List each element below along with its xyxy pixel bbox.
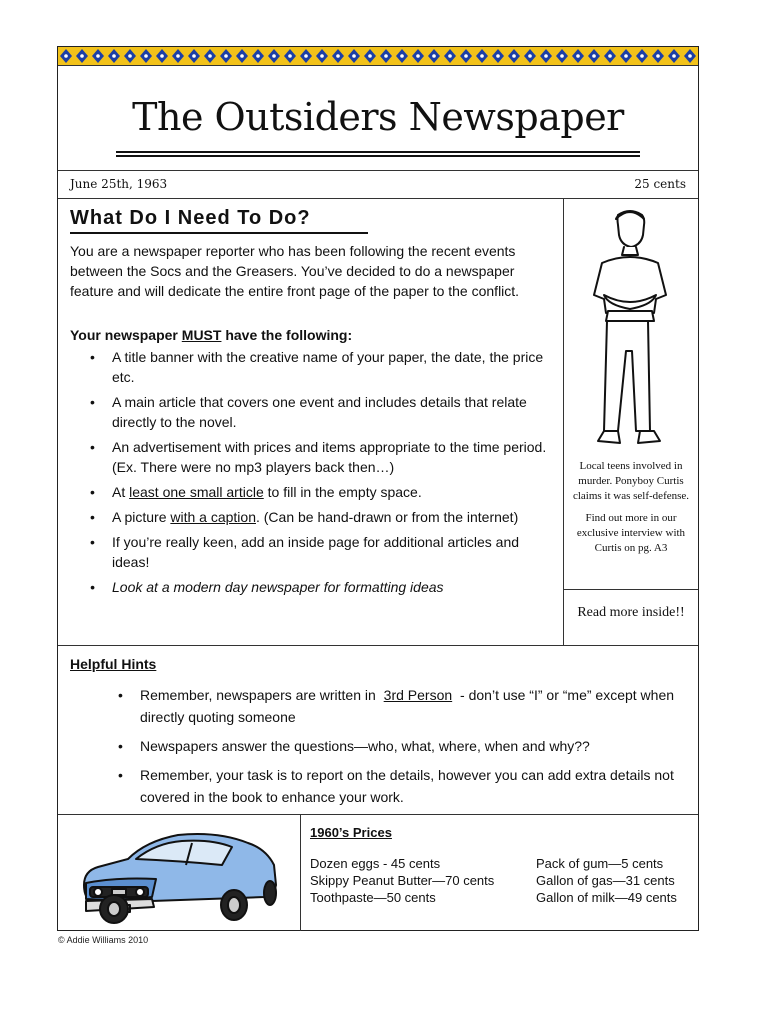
banner-dot xyxy=(576,54,580,58)
prices-list-right xyxy=(536,855,677,906)
prices-list-left xyxy=(310,855,494,906)
requirements-list xyxy=(112,347,557,602)
main-section xyxy=(58,199,564,645)
banner-dot xyxy=(96,54,100,58)
must-prefix: Your newspaper xyxy=(70,327,182,343)
banner-dot xyxy=(592,54,596,58)
banner-dot xyxy=(384,54,388,58)
hint-emphasis: 3rd Person xyxy=(383,687,453,703)
banner-dot xyxy=(112,54,116,58)
caption-text: Find out more in our exclusive interview with Curtis on pg. A3 xyxy=(576,512,686,554)
hints-heading: Helpful Hints xyxy=(70,656,157,672)
item-text: A picture xyxy=(112,509,171,525)
price-item: Toothpaste—50 cents xyxy=(310,890,436,905)
list-item xyxy=(112,482,557,502)
banner-dot xyxy=(432,54,436,58)
banner-dot xyxy=(448,54,452,58)
list-item: • Remember, your task is to report on the details, however you can add extra details not covered in the book to enhance your work. xyxy=(140,764,680,808)
teen-figure-icon xyxy=(580,205,680,455)
prices-heading: 1960’s Prices xyxy=(310,825,392,840)
banner-dot xyxy=(640,54,644,58)
price-item: Skippy Peanut Butter—70 cents xyxy=(310,873,495,888)
copyright-notice: © Addie Williams 2010 xyxy=(58,935,149,945)
hint-text: - don’t use “I” or “me” except when directly quoting someone xyxy=(140,687,675,725)
item-emphasis: with a caption xyxy=(170,509,256,525)
banner-dot xyxy=(480,54,484,58)
banner-dot xyxy=(224,54,228,58)
list-item: • Look at a modern day newspaper for formatting ideas xyxy=(112,577,557,597)
banner-dot xyxy=(192,54,196,58)
banner-dot xyxy=(528,54,532,58)
title-underline xyxy=(116,151,640,153)
banner-dot xyxy=(400,54,404,58)
banner-dot xyxy=(608,54,612,58)
item-emphasis: least one small article xyxy=(129,484,264,500)
sidebar-divider xyxy=(564,589,698,590)
read-more-text: Read more inside!! xyxy=(577,605,685,620)
sidebar-photo-section xyxy=(564,199,698,645)
banner-dot xyxy=(464,54,468,58)
main-heading: What Do I Need To Do? xyxy=(70,207,311,229)
banner-dot xyxy=(560,54,564,58)
hint-text: Remember, newspapers are written in xyxy=(140,687,380,703)
list-item: • Newspapers answer the questions—who, what, where, when and why?? xyxy=(140,735,680,757)
banner-dot xyxy=(512,54,516,58)
prices-section xyxy=(58,815,698,931)
helpful-hints-section xyxy=(58,645,698,815)
banner-dot xyxy=(624,54,628,58)
car-picture-cell xyxy=(58,815,301,931)
issue-price: 25 cents xyxy=(634,177,686,191)
banner-dot xyxy=(336,54,340,58)
banner-dot xyxy=(272,54,276,58)
banner-dot xyxy=(288,54,292,58)
issue-date: June 25th, 1963 xyxy=(70,177,168,191)
diamond-pattern-icon xyxy=(58,47,698,65)
photo-caption xyxy=(568,459,694,563)
newspaper-sheet xyxy=(57,46,699,931)
newspaper-title: The Outsiders Newspaper xyxy=(132,95,624,139)
intro-paragraph: You are a newspaper reporter who has been following the recent events between the Socs and the Greasers. You’ve decided to do a newspaper feature and will dedicate the entire front page of the paper to the conflict. xyxy=(70,243,520,299)
list-item: • A title banner with the creative name of your paper, the date, the price etc. xyxy=(112,347,557,387)
banner-dot xyxy=(416,54,420,58)
caption-text: Local teens involved in murder. Ponyboy Curtis claims it was self-defense. xyxy=(572,460,690,502)
classic-car-icon xyxy=(74,823,284,925)
banner-dot xyxy=(688,54,692,58)
hints-list xyxy=(140,684,680,815)
banner-dot xyxy=(64,54,68,58)
banner-dot xyxy=(256,54,260,58)
banner-dot xyxy=(352,54,356,58)
list-item: • If you’re really keen, add an inside page for additional articles and ideas! xyxy=(112,532,557,572)
must-suffix: have the following: xyxy=(221,327,353,343)
item-text: to fill in the empty space. xyxy=(263,484,422,500)
banner-dot xyxy=(656,54,660,58)
banner-dot xyxy=(160,54,164,58)
list-item: • An advertisement with prices and items appropriate to the time period. (Ex. There were no mp3 players back then…) xyxy=(112,437,557,477)
banner-dot xyxy=(128,54,132,58)
dateline xyxy=(58,171,698,199)
banner-dot xyxy=(672,54,676,58)
banner-dot xyxy=(240,54,244,58)
banner-dot xyxy=(544,54,548,58)
item-text: At xyxy=(112,484,130,500)
list-item: • A main article that covers one event and includes details that relate directly to the novel. xyxy=(112,392,557,432)
banner-dot xyxy=(304,54,308,58)
list-item xyxy=(112,507,557,527)
banner-dot xyxy=(80,54,84,58)
banner-dot xyxy=(368,54,372,58)
must-word: MUST xyxy=(181,327,222,343)
banner-dot xyxy=(496,54,500,58)
requirements-label xyxy=(70,327,352,343)
masthead xyxy=(58,65,698,171)
main-heading-underline xyxy=(70,232,368,234)
price-item: Gallon of gas—31 cents xyxy=(536,873,675,888)
price-item: Dozen eggs - 45 cents xyxy=(310,856,441,871)
decorative-banner xyxy=(58,47,698,66)
banner-dot xyxy=(176,54,180,58)
price-item: Gallon of milk—49 cents xyxy=(536,890,677,905)
list-item xyxy=(140,684,680,728)
banner-dot xyxy=(208,54,212,58)
item-text: . (Can be hand-drawn or from the internet) xyxy=(255,509,519,525)
title-underline-2 xyxy=(116,155,640,157)
banner-dot xyxy=(144,54,148,58)
price-item: Pack of gum—5 cents xyxy=(536,856,664,871)
banner-dot xyxy=(320,54,324,58)
